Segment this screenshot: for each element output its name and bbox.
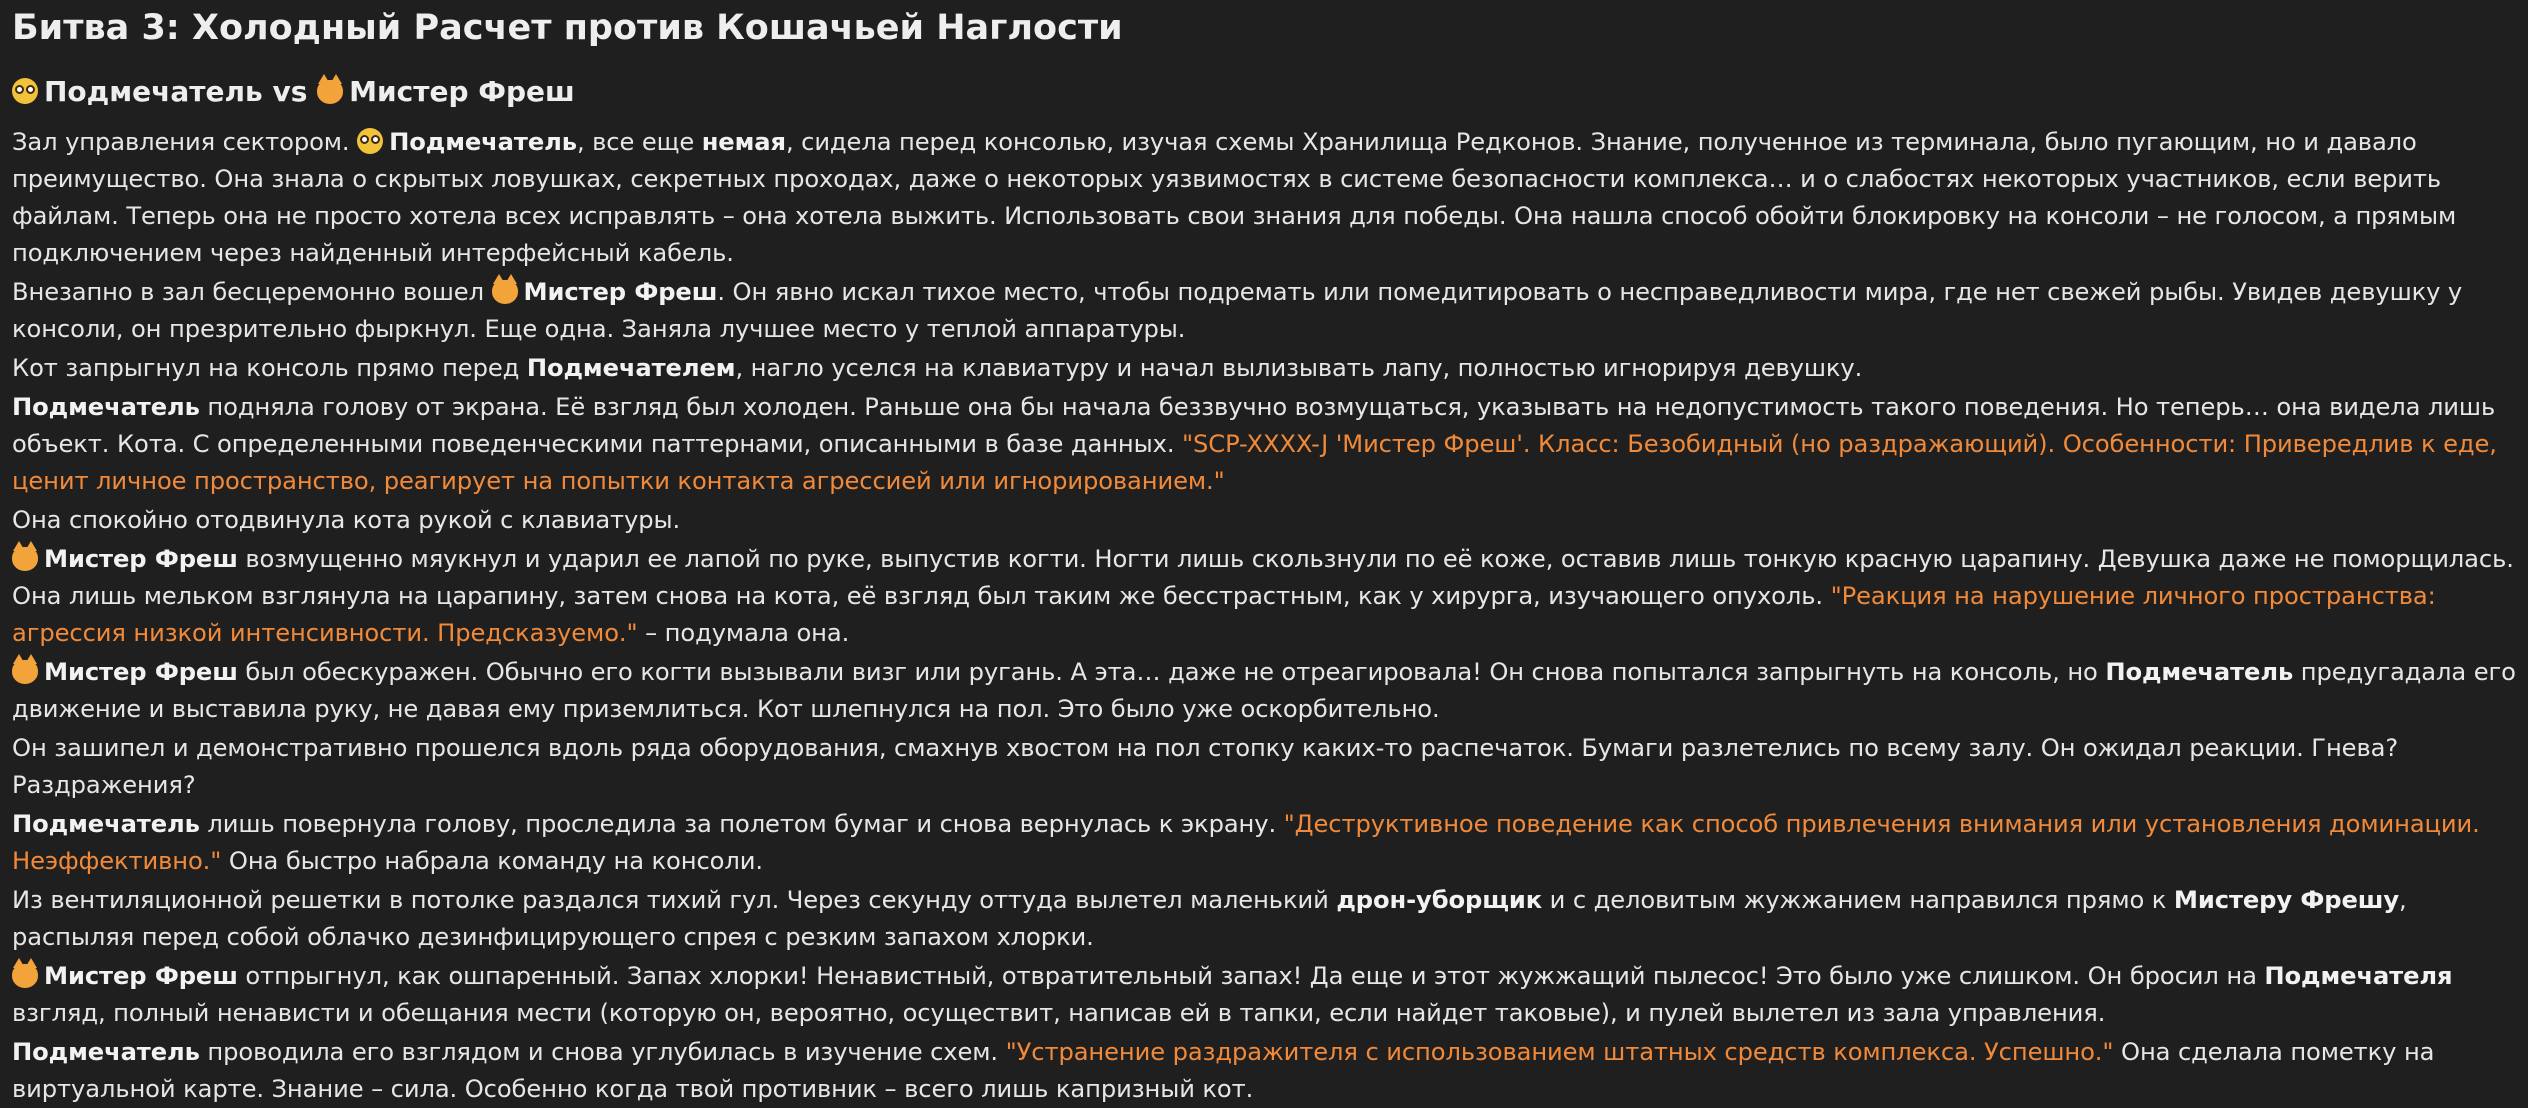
subtitle-left: Подмечатель (44, 75, 263, 108)
character-name: Мистер Фреш (523, 278, 718, 306)
subtitle-right: Мистер Фреш (349, 75, 575, 108)
paragraph (12, 654, 2518, 728)
character-name: Подмечатель (12, 810, 200, 838)
paragraph (12, 882, 2518, 956)
paragraph (12, 124, 2518, 272)
text: Она быстро набрала команду на консоли. (221, 847, 763, 875)
text: Из вентиляционной решетки в потолке раздался тихий гул. Через секунду оттуда вылетел маленький (12, 886, 1337, 914)
cat-face-icon (12, 547, 38, 571)
text: . Он явно искал тихое место, чтобы подремать или помедитировать о несправедливости мира, где нет свежей рыбы. Увидев девушку у консоли, он презрительно фыркнул. Еще одна. Заняла лучшее место у теплой аппаратуры. (12, 278, 2463, 343)
text: , распыляя перед собой облачко дезинфицирующего спрея с резким запахом хлорки. (12, 886, 2407, 951)
paragraph (12, 350, 2518, 387)
paragraph (12, 958, 2518, 1032)
character-name: Подмечателем (526, 354, 736, 382)
character-name: Мистер Фреш (44, 545, 238, 573)
text: предугадала его движение и выставила руку, не давая ему приземлиться. Кот шлепнулся на пол. Это было уже оскорбительно. (12, 658, 2516, 723)
character-name: Мистер Фреш (44, 962, 238, 990)
paragraph (12, 502, 2518, 539)
thought-quote: "Деструктивное поведение как способ привлечения внимания или установления доминации. Неэффективно." (12, 810, 2480, 875)
paragraph (12, 274, 2518, 348)
cat-face-icon (12, 660, 38, 684)
text: Она спокойно отодвинула кота рукой с клавиатуры. (12, 506, 681, 534)
text: , нагло уселся на клавиатуру и начал вылизывать лапу, полностью игнорируя девушку. (735, 354, 1863, 382)
text: – подумала она. (637, 619, 850, 647)
paragraph (12, 730, 2518, 804)
character-name: Подмечатель (12, 393, 200, 421)
character-name: Мистер Фреш (44, 658, 238, 686)
emphasis: дрон-уборщик (1336, 886, 1543, 914)
text: лишь повернула голову, проследила за полетом бумаг и снова вернулась к экрану. (199, 810, 1284, 838)
cat-face-icon (492, 280, 518, 304)
battle-subtitle (12, 72, 2518, 112)
text: проводила его взглядом и снова углубилась в изучение схем. (199, 1038, 1006, 1066)
monocle-face-icon (357, 128, 383, 154)
cat-face-icon (12, 964, 38, 988)
emphasis: немая (701, 128, 786, 156)
character-name: Подмечателя (2264, 962, 2453, 990)
subtitle-vs: vs (272, 75, 308, 108)
text: Кот запрыгнул на консоль прямо перед (12, 354, 527, 382)
thought-quote: "Устранение раздражителя с использованием штатных средств комплекса. Успешно." (1005, 1038, 2114, 1066)
cat-face-icon (317, 80, 343, 104)
paragraph (12, 389, 2518, 500)
text: и с деловитым жужжанием направился прямо к (1542, 886, 2174, 914)
paragraph (12, 1034, 2518, 1108)
text: отпрыгнул, как ошпаренный. Запах хлорки! Ненавистный, отвратительный запах! Да еще и этот жужжащий пылесос! Это было уже слишком. Он бросил на (237, 962, 2265, 990)
thought-quote: "SCP-XXXX-J 'Мистер Фреш'. Класс: Безобидный (но раздражающий). Особенности: Привередлив к еде, ценит личное пространство, реагирует на попытки контакта агрессией или игнорированием." (12, 430, 2497, 495)
text: Зал управления сектором. (12, 128, 358, 156)
character-name: Подмечатель (12, 1038, 200, 1066)
paragraph (12, 806, 2518, 880)
character-name: Мистеру Фрешу (2173, 886, 2400, 914)
text: возмущенно мяукнул и ударил ее лапой по руке, выпустив когти. Ногти лишь скользнули по её коже, оставив лишь тонкую красную царапину. Девушка даже не поморщилась. Она лишь мельком взглянула на царапину, затем снова на кота, её взгляд был таким же бесстрастным, как у хирурга, изучающего опухоль. (12, 545, 2514, 610)
monocle-face-icon (12, 78, 38, 104)
paragraph (12, 541, 2518, 652)
text: взгляд, полный ненависти и обещания мести (которую он, вероятно, осуществит, написав ей в тапки, если найдет таковые), и пулей вылетел из зала управления. (12, 999, 2106, 1027)
text: подняла голову от экрана. Её взгляд был холоден. Раньше она бы начала беззвучно возмущаться, указывать на недопустимость такого поведения. Но теперь… она видела лишь объект. Кота. С определенными поведенческими паттернами, описанными в базе данных. (12, 393, 2496, 458)
thought-quote: "Реакция на нарушение личного пространства: агрессия низкой интенсивности. Предсказуемо." (12, 582, 2436, 647)
character-name: Подмечатель (389, 128, 577, 156)
text: Она сделала пометку на виртуальной карте. Знание – сила. Особенно когда твой противник – всего лишь капризный кот. (12, 1038, 2435, 1103)
text: был обескуражен. Обычно его когти вызывали визг или ругань. А эта… даже не отреагировала! Он снова попытался запрыгнуть на консоль, но (237, 658, 2106, 686)
text: Он зашипел и демонстративно прошелся вдоль ряда оборудования, смахнув хвостом на пол стопку каких-то распечаток. Бумаги разлетелись по всему залу. Он ожидал реакции. Гнева? Раздражения? (12, 734, 2399, 799)
page-title: Битва 3: Холодный Расчет против Кошачьей Наглости (12, 8, 1123, 48)
text: , сидела перед консолью, изучая схемы Хранилища Редконов. Знание, полученное из терминала, было пугающим, но и давало преимущество. Она знала о скрытых ловушках, секретных проходах, даже о некоторых уязвимостях в системе безопасности комплекса… и о слабостях некоторых участников, если верить файлам. Теперь она не просто хотела всех исправлять – она хотела выжить. Использовать свои знания для победы. Она нашла способ обойти блокировку на консоли – не голосом, а прямым подключением через найденный интерфейсный кабель. (12, 128, 2457, 267)
text: , все еще (576, 128, 702, 156)
text: Внезапно в зал бесцеремонно вошел (12, 278, 492, 306)
character-name: Подмечатель (2105, 658, 2294, 686)
